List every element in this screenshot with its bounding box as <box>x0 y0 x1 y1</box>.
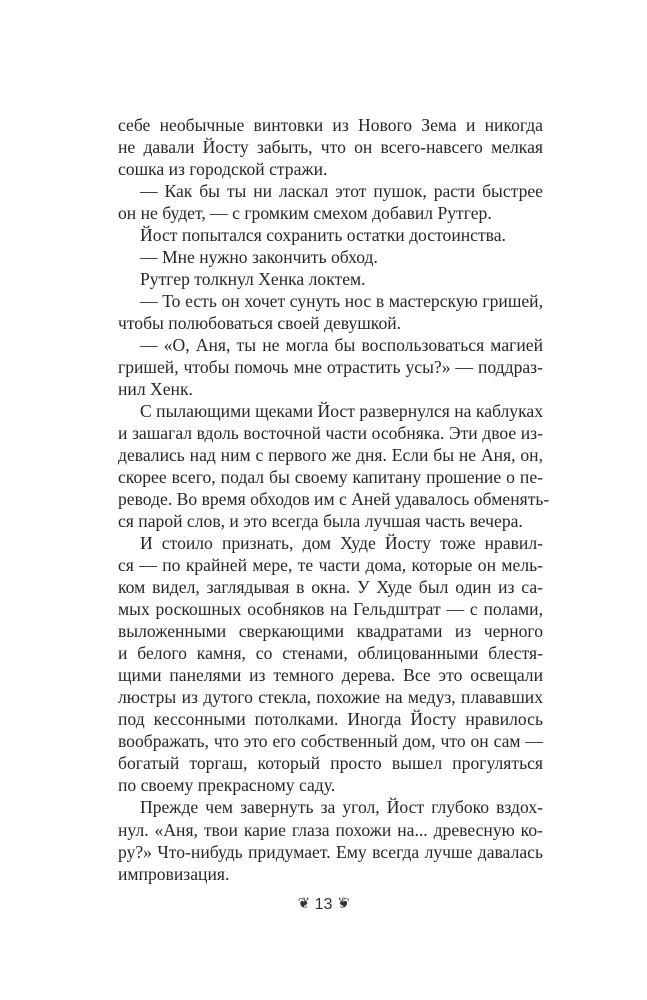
text-line: он не будет, — с громким смехом добавил Рутгер. <box>118 203 492 224</box>
text-line: чтобы полюбоваться своей девушкой. <box>118 313 402 334</box>
page-body-text <box>118 114 550 885</box>
text-line: — То есть он хочет сунуть нос в мастерскую гришей, <box>140 291 543 312</box>
text-line: ру?» Что-нибудь придумает. Ему всегда лучше давалась <box>118 841 543 862</box>
text-line: сошка из городской стражи. <box>118 159 328 180</box>
paragraph <box>118 246 543 268</box>
text-line: импровизация. <box>118 863 230 884</box>
text-line: под кессонными потолками. Иногда Йосту нравилось <box>118 709 543 730</box>
text-line: и белого камня, со стенами, облицованными блестя- <box>118 643 543 664</box>
text-line: мых роскошных особняков на Гельдштрат — с полами, <box>118 599 543 620</box>
paragraph <box>118 400 550 532</box>
paragraph <box>118 334 543 400</box>
text-line: Йост попытался сохранить остатки достоинства. <box>140 225 506 246</box>
text-line: воображать, что это его собственный дом, что он сам — <box>118 731 543 752</box>
text-line: — «О, Аня, ты не могла бы воспользоваться магией <box>140 335 543 356</box>
paragraph <box>118 114 543 180</box>
text-line: нул. «Аня, твои карие глаза похожи на... древесную ко- <box>118 819 543 840</box>
text-line: по своему прекрасному саду. <box>118 775 336 796</box>
paragraph <box>118 290 543 334</box>
text-line: И стоило признать, дом Худе Йосту тоже нравил- <box>140 533 543 554</box>
text-line: ся — по крайней мере, те части дома, которые он мель- <box>118 555 543 576</box>
text-line: скорее всего, подал бы своему капитану прошение о пе- <box>118 467 543 488</box>
text-line: нил Хенк. <box>118 379 193 400</box>
page-number: 13 <box>314 896 333 913</box>
text-line: — Мне нужно закончить обход. <box>140 247 378 268</box>
paragraph <box>118 796 543 884</box>
paragraph <box>118 224 543 246</box>
text-line: ся парой слов, и это всегда была лучшая часть вечера. <box>118 511 523 532</box>
text-line: себе необычные винтовки из Нового Зема и никогда <box>118 115 543 135</box>
paragraph <box>118 180 543 224</box>
text-line: гришей, чтобы помочь мне отрастить усы?» — поддраз- <box>118 357 543 378</box>
text-line: люстры из дутого стекла, похожие на медуз, плававших <box>118 687 543 708</box>
text-line: Рутгер толкнул Хенка локтем. <box>140 269 366 290</box>
text-line: Прежде чем завернуть за угол, Йост глубоко вздох- <box>140 797 543 818</box>
text-line: и зашагал вдоль восточной части особняка. Эти двое из- <box>118 423 543 444</box>
text-line: девались над ним с первого же дня. Если бы не Аня, он, <box>118 445 543 466</box>
paragraph <box>118 268 543 290</box>
ornament-right-icon: ❦ <box>336 894 350 912</box>
text-line: выложенными сверкающими квадратами из черного <box>118 621 543 642</box>
page-footer <box>0 894 647 914</box>
text-line: щими панелями из темного дерева. Все это освещали <box>118 665 543 686</box>
text-line: ком видел, заглядывая в окна. У Худе был один из са- <box>118 577 543 598</box>
text-line: богатый торгаш, который просто вышел прогуляться <box>118 753 543 774</box>
text-line: не давали Йосту забыть, что он всего-навсего мелкая <box>118 137 543 158</box>
paragraph <box>118 532 543 796</box>
text-line: — Как бы ты ни ласкал этот пушок, расти быстрее <box>140 181 543 202</box>
text-line: реводе. Во время обходов им с Аней удавалось обменять- <box>118 489 550 510</box>
text-line: С пылающими щеками Йост развернулся на каблуках <box>140 401 543 422</box>
ornament-left-icon: ❦ <box>297 894 311 912</box>
